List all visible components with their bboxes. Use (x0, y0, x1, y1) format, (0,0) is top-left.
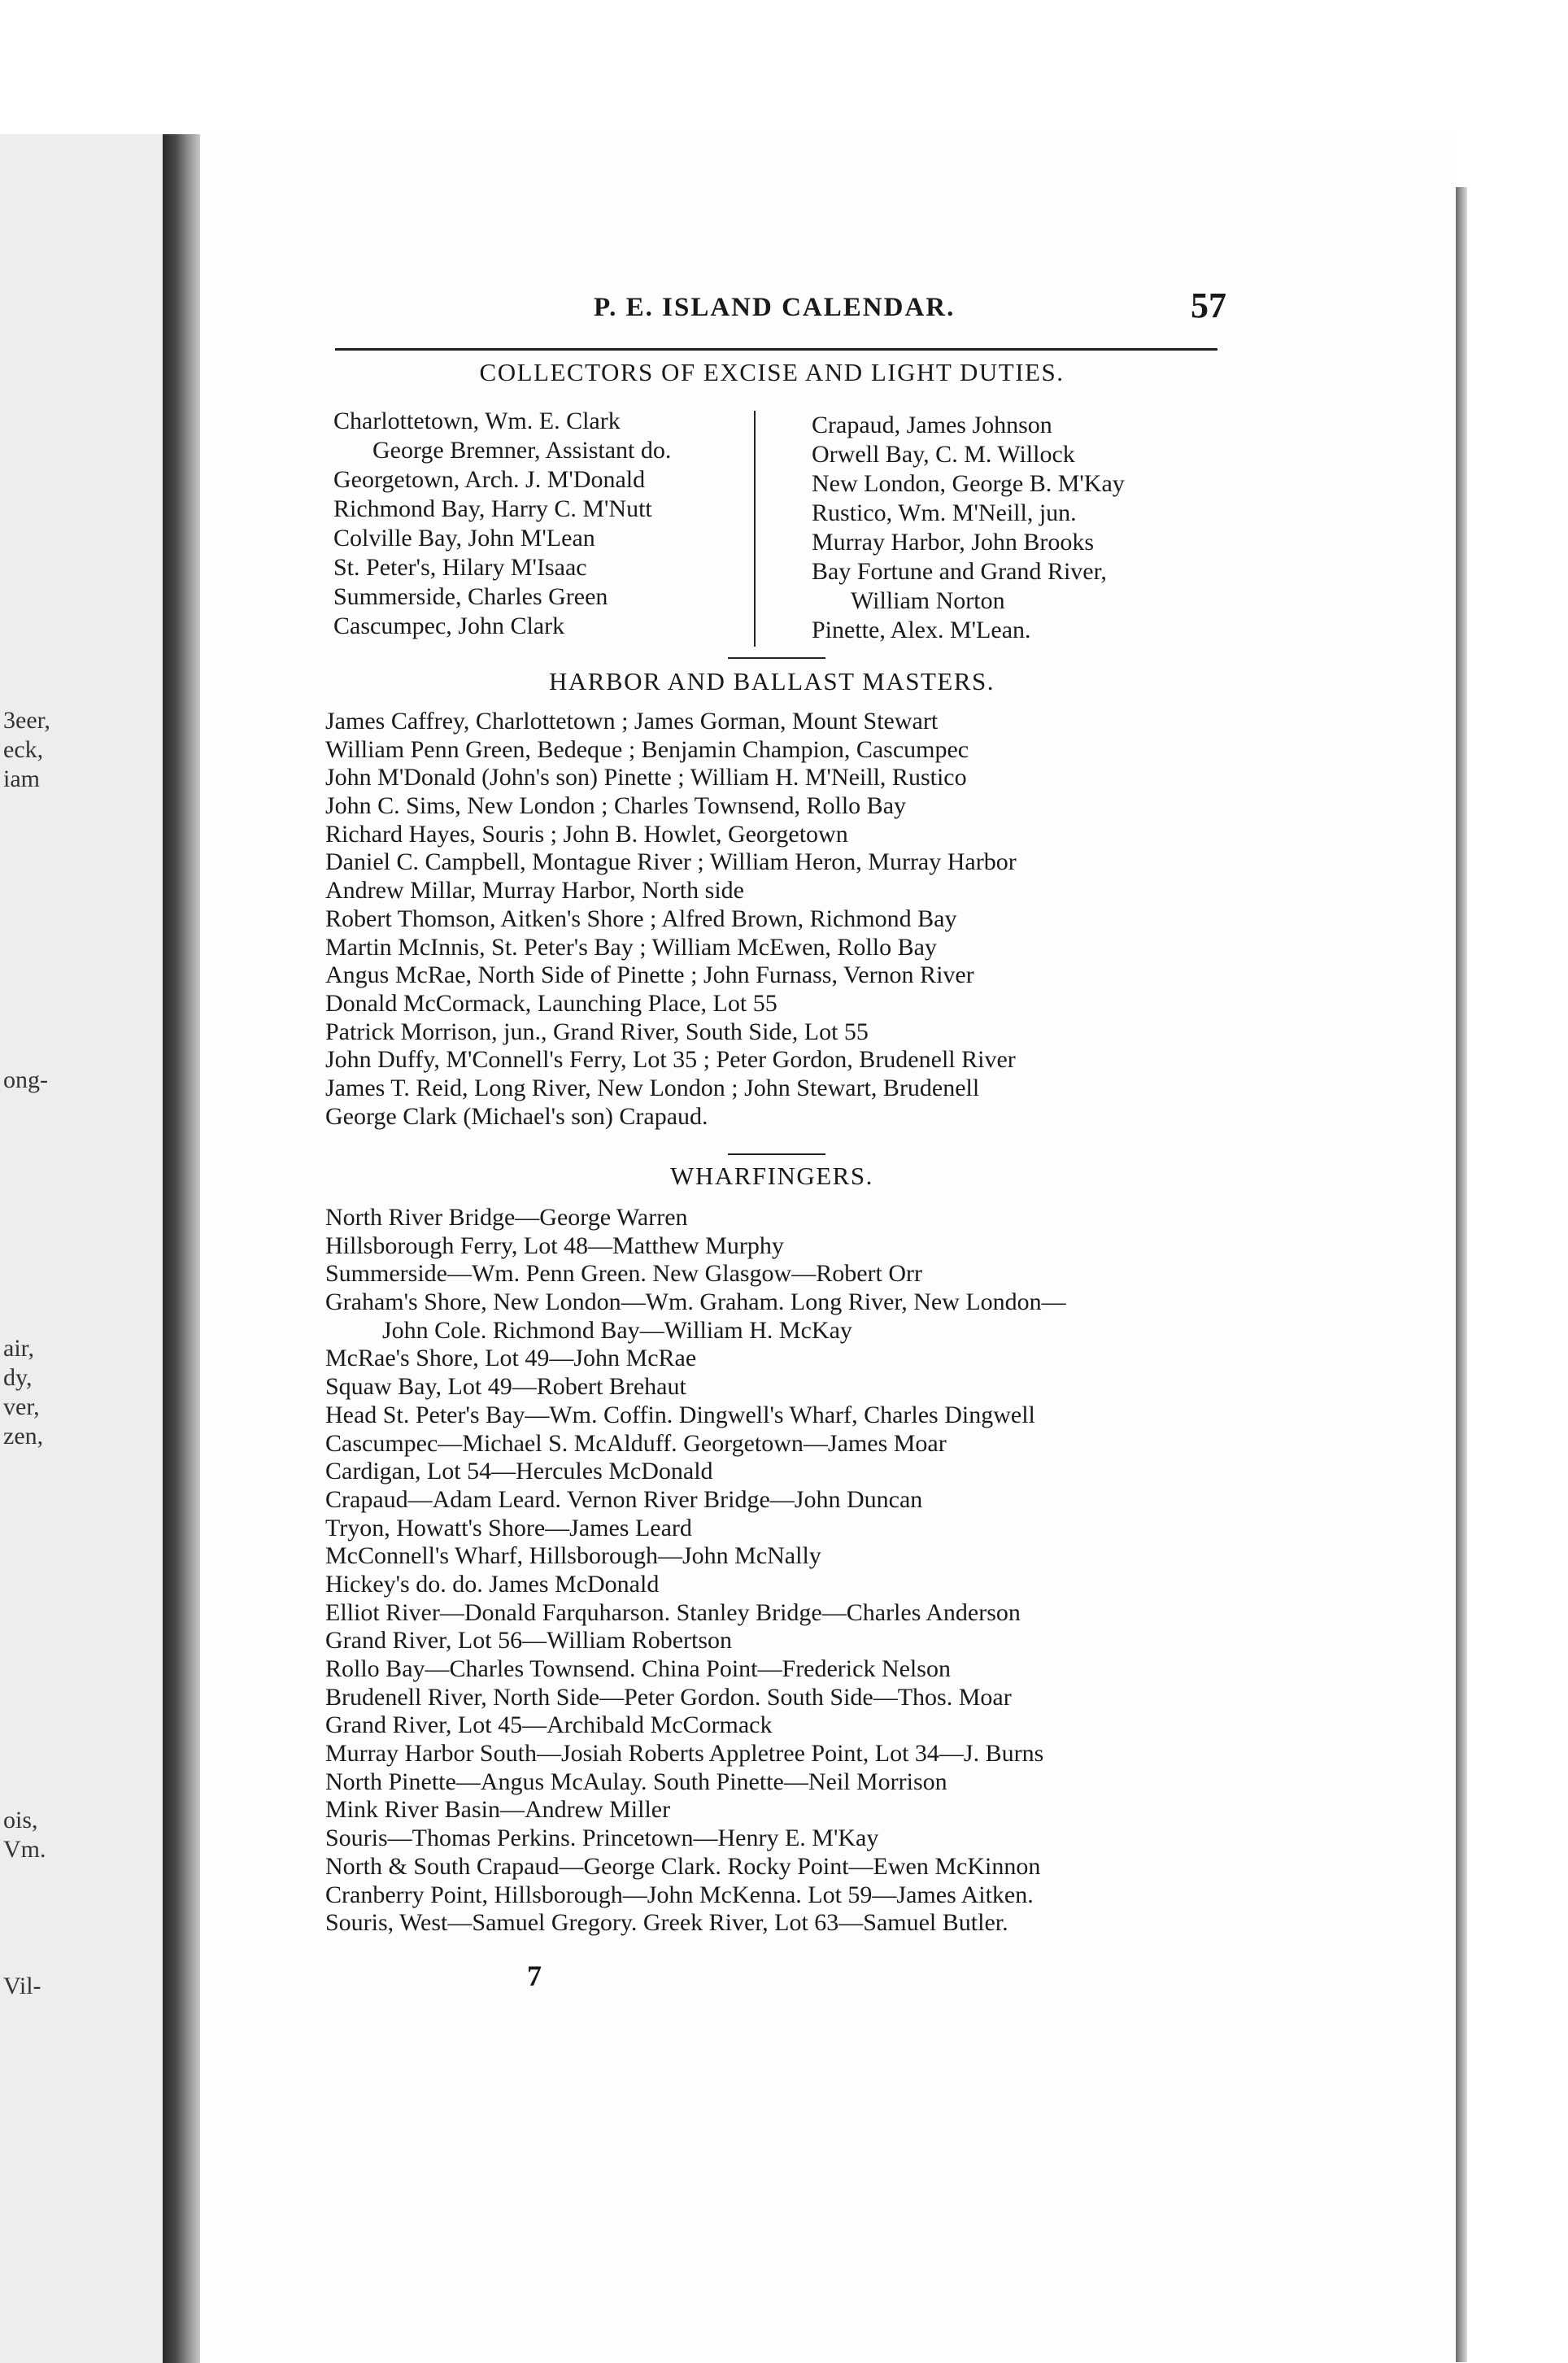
collector-entry: New London, George B. M'Kay (812, 470, 1125, 497)
collector-entry: Summerside, Charles Green (333, 583, 608, 610)
wharfinger-entry: Summerside—Wm. Penn Green. New Glasgow—Robert Orr (325, 1260, 923, 1288)
left-page-fragment: Vil- (3, 1973, 41, 1999)
wharfinger-entry: North & South Crapaud—George Clark. Rocky Point—Ewen McKinnon (325, 1852, 1041, 1880)
running-head: P. E. ISLAND CALENDAR. (594, 293, 956, 322)
wharfingers-list (325, 1204, 1066, 1938)
section-rule (728, 657, 825, 659)
collector-entry: Bay Fortune and Grand River, (812, 558, 1107, 585)
wharfinger-entry: Graham's Shore, New London—Wm. Graham. Long River, New London— (325, 1288, 1066, 1316)
left-page-fragment: eck, (3, 736, 44, 763)
left-page-fragment: 3eer, (3, 707, 50, 734)
page-edge-shadow (1456, 187, 1467, 2362)
wharfinger-entry: Brudenell River, North Side—Peter Gordon. South Side—Thos. Moar (325, 1683, 1012, 1711)
harbor-master-entry: James T. Reid, Long River, New London ; John Stewart, Brudenell (325, 1074, 980, 1101)
harbor-masters-list (325, 708, 1017, 1131)
harbor-master-entry: Donald McCormack, Launching Place, Lot 55 (325, 989, 777, 1017)
signature-mark: 7 (527, 1960, 542, 1992)
harbor-master-entry: George Clark (Michael's son) Crapaud. (325, 1102, 708, 1130)
collector-entry: Pinette, Alex. M'Lean. (812, 617, 1031, 643)
collector-entry: Charlottetown, Wm. E. Clark (333, 408, 621, 434)
wharfinger-entry: Hillsborough Ferry, Lot 48—Matthew Murphy (325, 1232, 784, 1259)
collector-entry: Crapaud, James Johnson (812, 412, 1052, 438)
wharfinger-entry: Grand River, Lot 56—William Robertson (325, 1627, 733, 1655)
harbor-master-entry: James Caffrey, Charlottetown ; James Gorman, Mount Stewart (325, 708, 939, 735)
harbor-master-entry: Andrew Millar, Murray Harbor, North side (325, 877, 744, 905)
left-page-fragment: ver, (3, 1393, 40, 1420)
wharfinger-entry: Grand River, Lot 45—Archibald McCormack (325, 1711, 773, 1739)
wharfinger-entry: North River Bridge—George Warren (325, 1204, 688, 1231)
collectors-title: COLLECTORS OF EXCISE AND LIGHT DUTIES. (479, 358, 1065, 386)
wharfinger-entry: Crapaud—Adam Leard. Vernon River Bridge—John Duncan (325, 1485, 923, 1513)
column-divider (754, 411, 756, 647)
left-page-fragment: iam (3, 765, 40, 792)
wharfinger-entry: McConnell's Wharf, Hillsborough—John McNally (325, 1542, 821, 1570)
wharfinger-entry: Elliot River—Donald Farquharson. Stanley Bridge—Charles Anderson (325, 1598, 1021, 1626)
wharfinger-entry: Souris, West—Samuel Gregory. Greek River, Lot 63—Samuel Butler. (325, 1909, 1008, 1937)
left-page-fragment: ong- (3, 1066, 48, 1093)
collector-entry: George Bremner, Assistant do. (372, 437, 672, 464)
wharfinger-entry: Mink River Basin—Andrew Miller (325, 1796, 671, 1824)
wharfinger-entry: Rollo Bay—Charles Townsend. China Point—Frederick Nelson (325, 1655, 951, 1682)
wharfinger-entry: Squaw Bay, Lot 49—Robert Brehaut (325, 1373, 686, 1401)
collector-entry: Murray Harbor, John Brooks (812, 529, 1095, 556)
left-page-fragment: zen, (3, 1423, 44, 1450)
harbor-masters-title: HARBOR AND BALLAST MASTERS. (548, 667, 995, 695)
wharfinger-entry: Murray Harbor South—Josiah Roberts Appletree Point, Lot 34—J. Burns (325, 1740, 1044, 1768)
wharfinger-entry: Head St. Peter's Bay—Wm. Coffin. Dingwell's Wharf, Charles Dingwell (325, 1401, 1035, 1428)
harbor-master-entry: Richard Hayes, Souris ; John B. Howlet, Georgetown (325, 820, 848, 848)
harbor-master-entry: Angus McRae, North Side of Pinette ; John Furnass, Vernon River (325, 961, 974, 989)
harbor-master-entry: Daniel C. Campbell, Montague River ; William Heron, Murray Harbor (325, 848, 1017, 876)
collector-entry: William Norton (851, 587, 1005, 614)
left-page-fragment: ois, (3, 1807, 38, 1833)
collector-entry: Richmond Bay, Harry C. M'Nutt (333, 495, 652, 522)
wharfinger-entry: McRae's Shore, Lot 49—John McRae (325, 1345, 697, 1372)
wharfinger-entry: Tryon, Howatt's Shore—James Leard (325, 1514, 692, 1541)
wharfinger-entry: Hickey's do. do. James McDonald (325, 1570, 660, 1598)
wharfinger-entry: John Cole. Richmond Bay—William H. McKay (382, 1316, 852, 1344)
wharfingers-title: WHARFINGERS. (670, 1162, 873, 1190)
left-page-fragment: Vm. (3, 1836, 46, 1863)
harbor-master-entry: John Duffy, M'Connell's Ferry, Lot 35 ; Peter Gordon, Brudenell River (325, 1046, 1016, 1074)
collector-entry: Colville Bay, John M'Lean (333, 525, 595, 552)
collector-entry: Cascumpec, John Clark (333, 613, 565, 639)
collector-entry: Orwell Bay, C. M. Willock (812, 441, 1075, 468)
section-rule (728, 1153, 825, 1155)
collector-entry: St. Peter's, Hilary M'Isaac (333, 554, 587, 581)
collectors-left-column (333, 407, 671, 641)
header-rule (335, 348, 1217, 351)
left-page-edge (0, 134, 163, 2363)
harbor-master-entry: William Penn Green, Bedeque ; Benjamin Champion, Cascumpec (325, 735, 969, 763)
harbor-master-entry: Robert Thomson, Aitken's Shore ; Alfred Brown, Richmond Bay (325, 905, 957, 932)
harbor-master-entry: Patrick Morrison, jun., Grand River, South Side, Lot 55 (325, 1018, 869, 1045)
harbor-master-entry: John C. Sims, New London ; Charles Townsend, Rollo Bay (325, 792, 907, 820)
collector-entry: Rustico, Wm. M'Neill, jun. (812, 499, 1077, 526)
wharfinger-entry: Cascumpec—Michael S. McAlduff. Georgetown—James Moar (325, 1429, 947, 1457)
left-page-fragment: air, (3, 1335, 34, 1362)
book-gutter (163, 134, 200, 2363)
collector-entry: Georgetown, Arch. J. M'Donald (333, 466, 646, 493)
harbor-master-entry: John M'Donald (John's son) Pinette ; William H. M'Neill, Rustico (325, 764, 967, 791)
page-number: 57 (1191, 286, 1226, 325)
wharfinger-entry: Cardigan, Lot 54—Hercules McDonald (325, 1458, 713, 1485)
harbor-master-entry: Martin McInnis, St. Peter's Bay ; William McEwen, Rollo Bay (325, 933, 937, 961)
wharfinger-entry: Cranberry Point, Hillsborough—John McKenna. Lot 59—James Aitken. (325, 1881, 1034, 1908)
collectors-right-column (812, 411, 1125, 645)
wharfinger-entry: North Pinette—Angus McAulay. South Pinette—Neil Morrison (325, 1768, 947, 1795)
wharfinger-entry: Souris—Thomas Perkins. Princetown—Henry E. M'Kay (325, 1825, 879, 1852)
left-page-fragment: dy, (3, 1364, 33, 1391)
